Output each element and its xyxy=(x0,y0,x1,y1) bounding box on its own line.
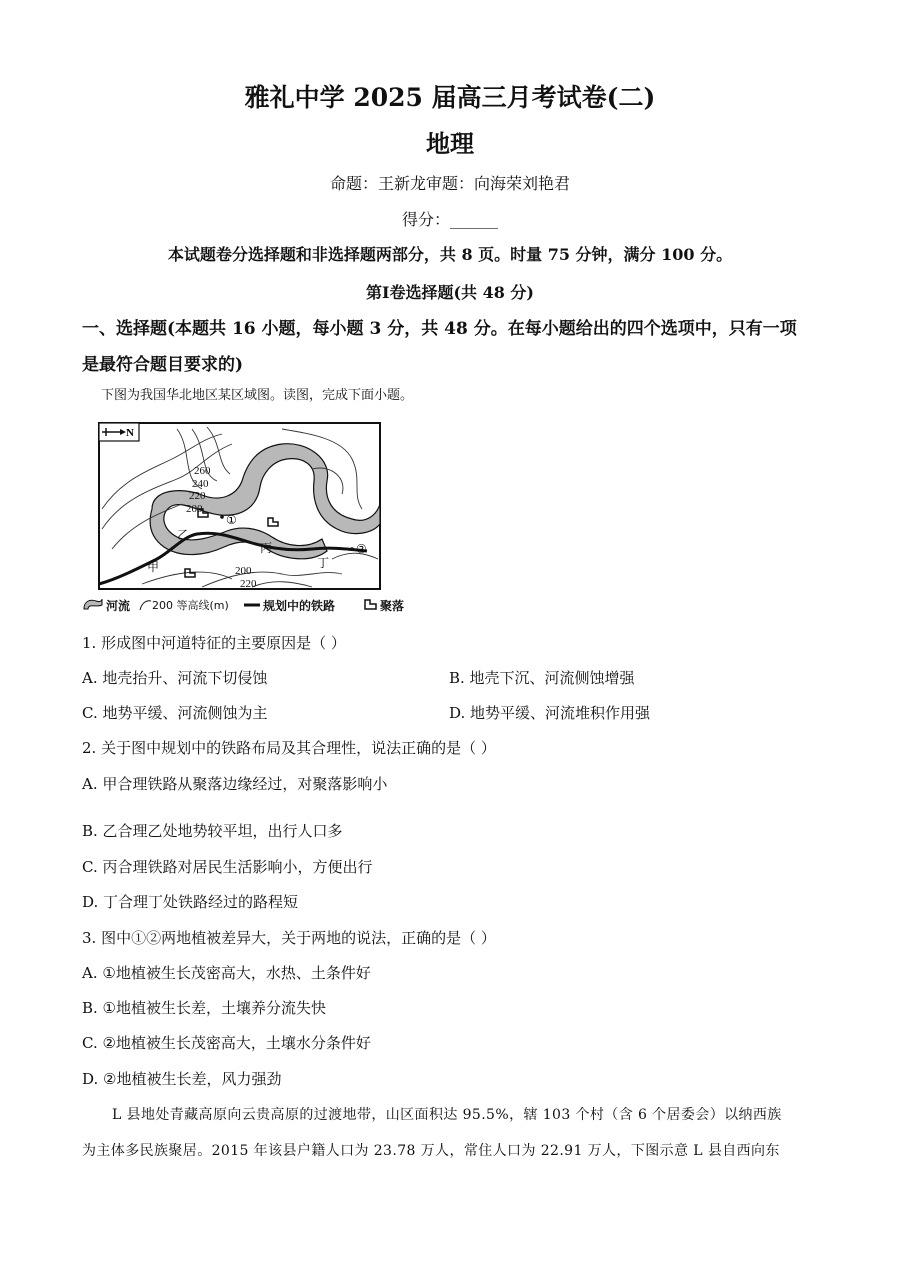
section1-heading-line1: 一、选择题(本题共 16 小题，每小题 3 分，共 48 分。在每小题给出的四个选项中，只有一项 xyxy=(82,319,797,339)
point-dot xyxy=(350,547,354,551)
exam-intro: 本试题卷分选择题和非选择题两部分，共 8 页。时量 75 分钟，满分 100 分。 xyxy=(167,245,733,264)
contour-label: 260 xyxy=(194,465,211,477)
question-2-option-b: B. 乙合理乙处地势较平坦，出行人口多 xyxy=(82,822,343,840)
place-label-ding: 丁 xyxy=(317,556,330,570)
railway-legend-icon xyxy=(244,603,260,608)
question-1-option-b: B. 地壳下沉、河流侧蚀增强 xyxy=(449,669,635,687)
contour-label: 220 xyxy=(189,490,206,502)
point-dot xyxy=(220,515,224,519)
passage-line-1: L 县地处青藏高原向云贵高原的过渡地带，山区面积达 95.5%，辖 103 个村（含 6 个居委会）以纳西族 xyxy=(112,1107,782,1123)
contour-label: 220 xyxy=(240,578,257,590)
score-line: 得分：______ xyxy=(401,210,498,229)
question-3-stem: 3. 图中①②两地植被差异大，关于两地的说法，正确的是（ ） xyxy=(82,929,496,947)
question-3-option-c: C. ②地植被生长茂密高大，土壤水分条件好 xyxy=(82,1034,371,1052)
contour-legend-icon xyxy=(138,598,152,612)
legend-river-label: 河流 xyxy=(106,599,131,613)
map-legend xyxy=(82,594,412,616)
question-3-option-d: D. ②地植被生长差，风力强劲 xyxy=(82,1070,282,1088)
place-label-bing: 丙 xyxy=(260,541,273,555)
point-label-1: ① xyxy=(226,513,237,527)
contour-label: 240 xyxy=(192,478,209,490)
place-label-jia: 甲 xyxy=(147,560,160,574)
question-1-option-d: D. 地势平缓、河流堆积作用强 xyxy=(449,704,651,722)
legend-contour-label: 200 等高线(m) xyxy=(152,599,229,612)
question-2-option-c: C. 丙合理铁路对居民生活影响小，方便出行 xyxy=(82,858,373,876)
place-label-yi: 乙 xyxy=(177,528,190,542)
map-lead-text: 下图为我国华北地区某区域图。读图，完成下面小题。 xyxy=(101,388,414,403)
river-legend-icon xyxy=(82,597,104,612)
section1-heading-line2: 是最符合题目要求的) xyxy=(82,355,244,375)
question-2-option-d: D. 丁合理丁处铁路经过的路程短 xyxy=(82,893,299,911)
setters-line: 命题：王新龙审题：向海荣刘艳君 xyxy=(329,174,570,193)
legend-settlement-label: 聚落 xyxy=(380,599,405,613)
question-1-stem: 1. 形成图中河道特征的主要原因是（ ） xyxy=(82,634,346,652)
question-2-option-a: A. 甲合理铁路从聚落边缘经过，对聚落影响小 xyxy=(82,775,388,793)
question-1-option-a: A. 地壳抬升、河流下切侵蚀 xyxy=(82,669,268,687)
contour-label: 200 xyxy=(186,503,203,515)
legend-railway-label: 规划中的铁路 xyxy=(263,599,336,613)
region-map xyxy=(82,419,412,617)
question-1-option-c: C. 地势平缓、河流侧蚀为主 xyxy=(82,704,268,722)
question-3-option-a: A. ①地植被生长茂密高大，水热、土条件好 xyxy=(82,964,371,982)
passage-line-2: 为主体多民族聚居。2015 年该县户籍人口为 23.78 万人，常住人口为 22.91 万人，下图示意 L 县自西向东 xyxy=(82,1143,780,1159)
question-2-stem: 2. 关于图中规划中的铁路布局及其合理性，说法正确的是（ ） xyxy=(82,739,496,757)
north-label: N xyxy=(126,427,134,439)
exam-title: 雅礼中学 2025 届高三月考试卷(二) xyxy=(244,83,656,112)
subject-title: 地理 xyxy=(426,129,474,158)
contour-label: 200 xyxy=(235,565,252,577)
point-label-2: ② xyxy=(356,542,367,556)
question-3-option-b: B. ①地植被生长差，土壤养分流失快 xyxy=(82,999,327,1017)
part1-heading: 第Ⅰ卷选择题(共 48 分) xyxy=(365,283,535,302)
settlement-legend-icon xyxy=(364,598,378,610)
